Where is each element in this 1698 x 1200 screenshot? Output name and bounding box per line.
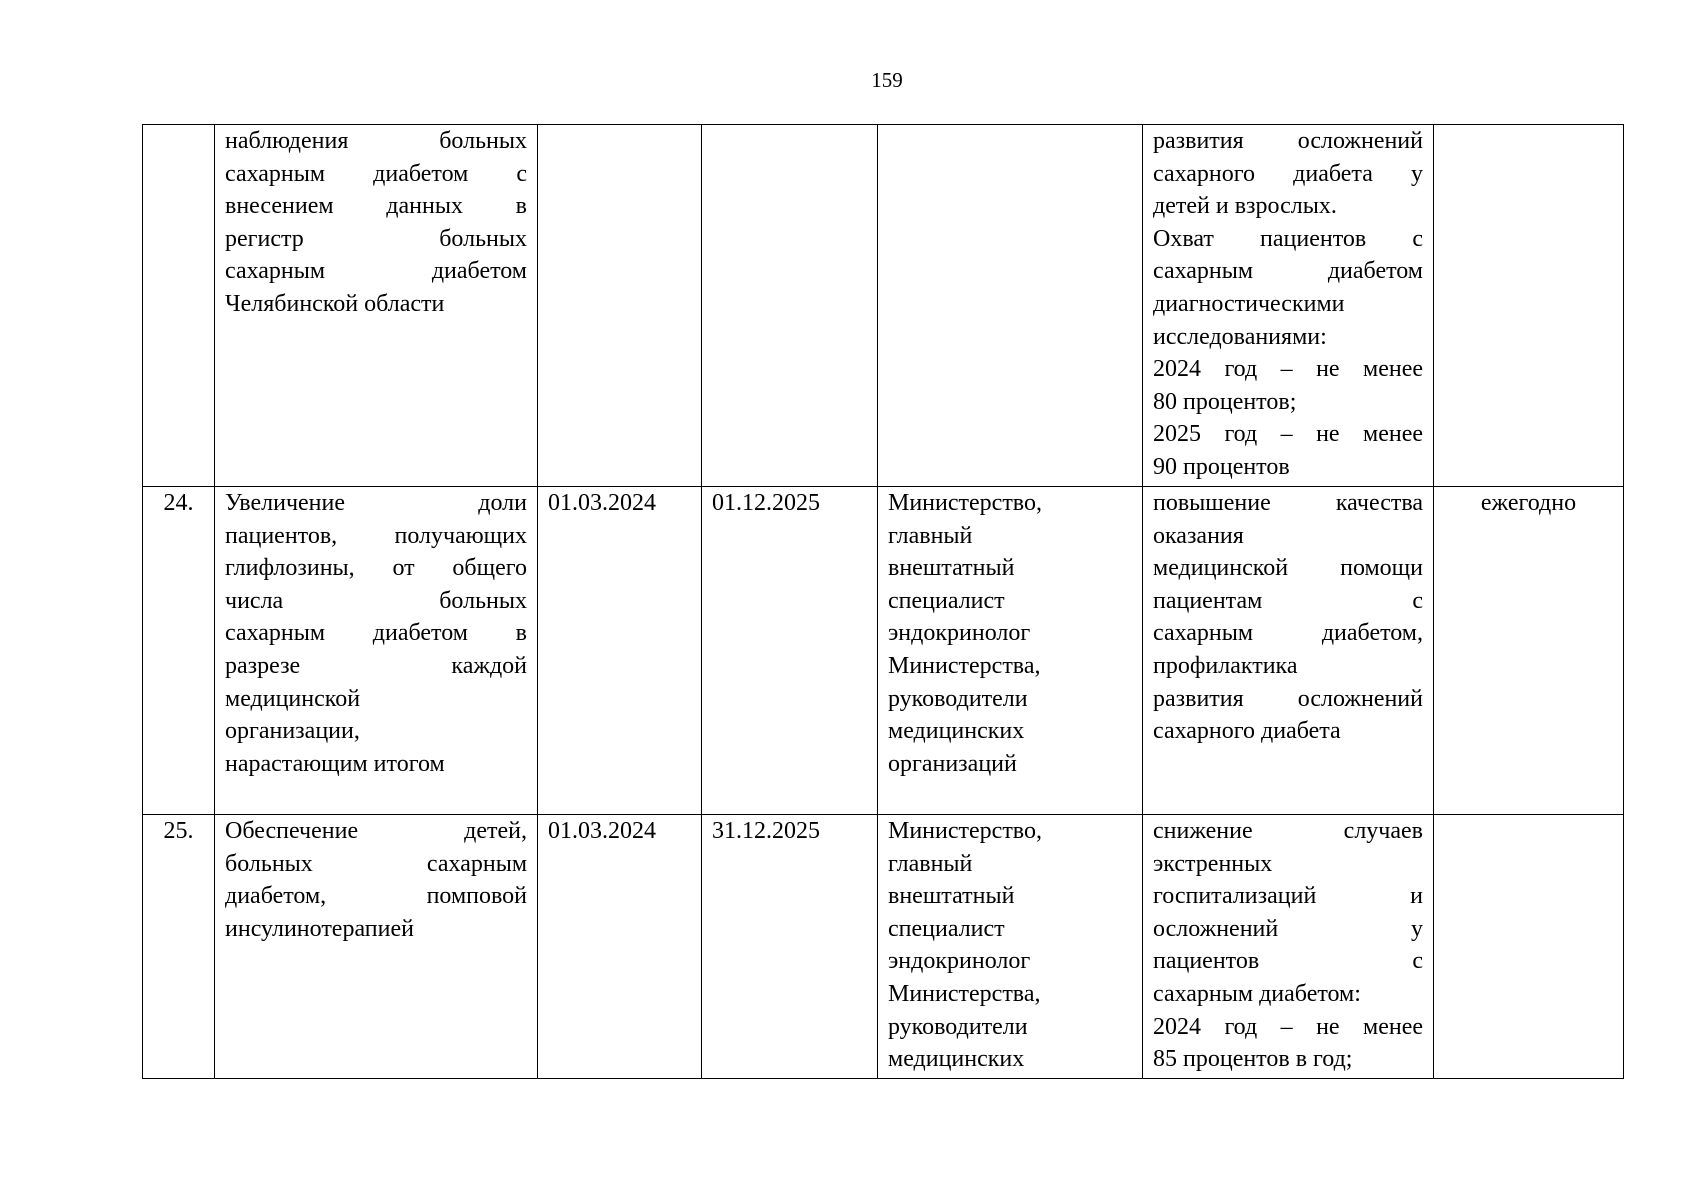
page-number: 159 — [871, 68, 903, 92]
control-cell: ежегодно — [1434, 487, 1624, 815]
table-row — [143, 125, 1624, 487]
row-number — [143, 125, 215, 487]
table-row — [143, 487, 1624, 815]
end-date-cell: 31.12.2025 — [702, 815, 878, 1079]
responsible-cell: Министерство, главный внештатный специалист эндокринолог Министерства, руководители медицинских организаций — [878, 487, 1143, 815]
row-number: 25. — [143, 815, 215, 1079]
start-date-cell: 01.03.2024 — [538, 815, 702, 1079]
result-cell: снижение случаев экстренных госпитализаций и осложнений у пациентов с сахарным диабетом: 2024 год – не менее 85 процентов в год; — [1143, 815, 1434, 1079]
control-cell — [1434, 815, 1624, 1079]
responsible-cell: Министерство, главный внештатный специалист эндокринолог Министерства, руководители медицинских — [878, 815, 1143, 1079]
row-number: 24. — [143, 487, 215, 815]
result-cell: развития осложнений сахарного диабета у детей и взрослых. Охват пациентов с сахарным диабетом диагностическими исследованиями: 2024 год – не менее 80 процентов; 2025 год – не менее 90 процентов — [1143, 125, 1434, 487]
start-date-cell — [538, 125, 702, 487]
plan-table — [142, 124, 1624, 1079]
measure-cell: Обеспечение детей, больных сахарным диабетом, помповой инсулинотерапией — [215, 815, 538, 1079]
result-cell: повышение качества оказания медицинской помощи пациентам с сахарным диабетом, профилактика развития осложнений сахарного диабета — [1143, 487, 1434, 815]
measure-cell: наблюдения больных сахарным диабетом с внесением данных в регистр больных сахарным диабетом Челябинской области — [215, 125, 538, 487]
start-date-cell: 01.03.2024 — [538, 487, 702, 815]
control-cell — [1434, 125, 1624, 487]
table-row — [143, 815, 1624, 1079]
end-date-cell — [702, 125, 878, 487]
measure-cell: Увеличение доли пациентов, получающих глифлозины, от общего числа больных сахарным диабетом в разрезе каждой медицинской организации, нарастающим итогом — [215, 487, 538, 815]
responsible-cell — [878, 125, 1143, 487]
end-date-cell: 01.12.2025 — [702, 487, 878, 815]
